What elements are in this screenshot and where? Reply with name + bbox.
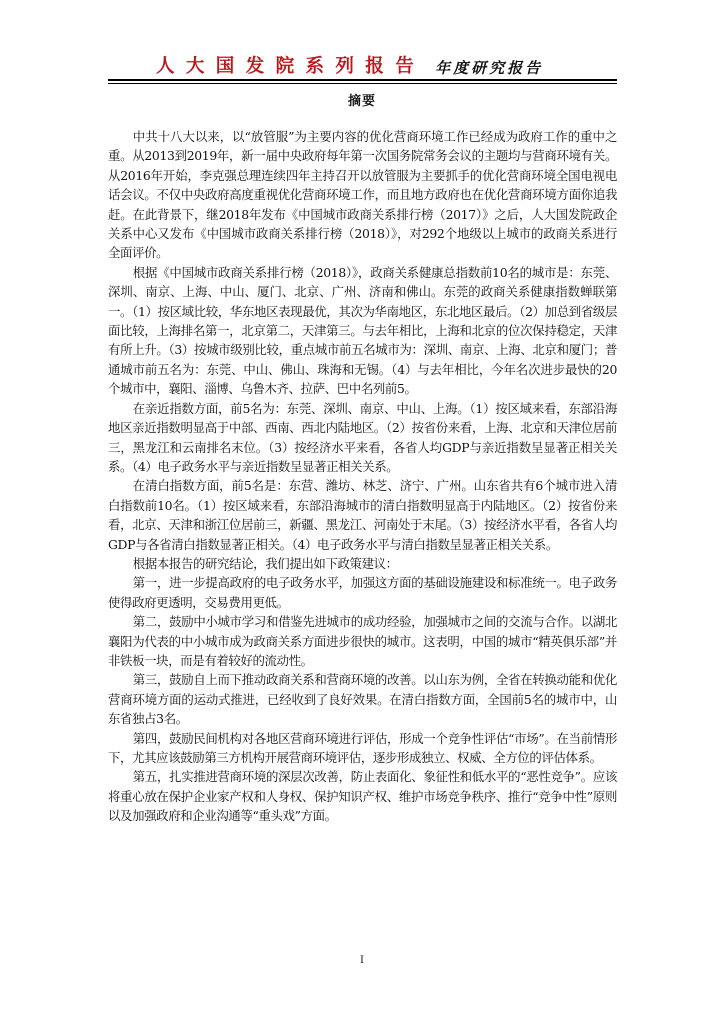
abstract-body — [108, 127, 617, 826]
paragraph: 在亲近指数方面，前5名为：东莞、深圳、南京、中山、上海。（1）按区域来看，东部沿海地区亲近指数明显高于中部、西南、西北内陆地区。（2）按省份来看，上海、北京和天津位居前三，黑龙江和云南排名末位。（3）按经济水平来看，各省人均GDP与亲近指数呈显著正相关关系。（4）电子政务水平与亲近指数呈显著正相关关系。 — [108, 400, 617, 474]
paragraph: 在清白指数方面，前5名是：东营、潍坊、林芝、济宁、广州。山东省共有6个城市进入清白指数前10名。（1）按区域来看，东部沿海城市的清白指数明显高于内陆地区。（2）按省份来看，北京、天津和浙江位居前三，新疆、黑龙江、河南处于末尾。（3）按经济水平看，各省人均GDP与各省清白指数显著正相关。（4）电子政务水平与清白指数呈显著正相关关系。 — [108, 478, 617, 552]
series-title: 人大国发院系列报告 — [156, 56, 426, 77]
page-number: I — [360, 955, 364, 966]
paragraph: 第五，扎实推进营商环境的深层次改善，防止表面化、象征性和低水平的“恶性竞争”。应该将重心放在保护企业家产权和人身权、保护知识产权、维护市场竞争秩序、推行“竞争中性”原则以及加强政府和企业沟通等“重头戏”方面。 — [108, 769, 617, 824]
paragraph: 第二，鼓励中小城市学习和借鉴先进城市的成功经验，加强城市之间的交流与合作。以湖北襄阳为代表的中小城市成为政商关系方面进步很快的城市。这表明，中国的城市“精英俱乐部”并非铁板一块，而是有着较好的流动性。 — [108, 614, 617, 668]
paragraph: 第一，进一步提高政府的电子政务水平，加强这方面的基础设施建设和标准统一。电子政务使得政府更透明，交易费用更低。 — [108, 575, 617, 610]
header-rule-thick — [108, 79, 617, 81]
paragraph: 根据《中国城市政商关系排行榜（2018）》，政商关系健康总指数前10名的城市是：东莞、深圳、南京、上海、中山、厦门、北京、广州、济南和佛山。东莞的政商关系健康指数蝉联第一。（1）按区域比较，华东地区表现最优，其次为华南地区，东北地区最后。（2）加总到省级层面比较，上海排名第一，北京第二，天津第三。与去年相比，上海和北京的位次保持稳定，天津有所上升。（3）按城市级别比较，重点城市前五名城市为：深圳、南京、上海、北京和厦门；普通城市前五名为：东莞、中山、佛山、珠海和无锡。（4）与去年相比，今年名次进步最快的20个城市中，襄阳、淄博、乌鲁木齐、拉萨、巴中名列前5。 — [108, 264, 617, 397]
header-subtitle: 年度研究报告 — [435, 59, 544, 77]
report-header — [108, 52, 618, 78]
paragraph: 中共十八大以来，以“放管服”为主要内容的优化营商环境工作已经成为政府工作的重中之重。从2013到2019年，新一届中央政府每年第一次国务院常务会议的主题均与营商环境有关。从2016年开始，李克强总理连续四年主持召开以放管服为主要抓手的优化营商环境全国电视电话会议。不仅中央政府高度重视优化营商环境工作，而且地方政府也在优化营商环境方面你追我赶。在此背景下，继2018年发布《中国城市政商关系排行榜（2017）》之后，人大国发院政企关系中心又发布《中国城市政商关系排行榜（2018）》，对292个地级以上城市的政商关系进行全面评价。 — [108, 129, 617, 261]
header-rule-thin — [108, 83, 617, 84]
paragraph: 第三，鼓励自上而下推动政商关系和营商环境的改善。以山东为例，全省在转换动能和优化营商环境方面的运动式推进，已经收到了良好效果。在清白指数方面，全国前5名的城市中，山东省独占3名。 — [108, 672, 617, 727]
page-title: 摘要 — [347, 94, 376, 109]
paragraph: 第四，鼓励民间机构对各地区营商环境进行评估，形成一个竞争性评估“市场”。在当前情形下，尤其应该鼓励第三方机构开展营商环境评估，逐步形成独立、权威、全方位的评估体系。 — [108, 730, 617, 765]
paragraph: 根据本报告的研究结论，我们提出如下政策建议： — [132, 555, 398, 571]
